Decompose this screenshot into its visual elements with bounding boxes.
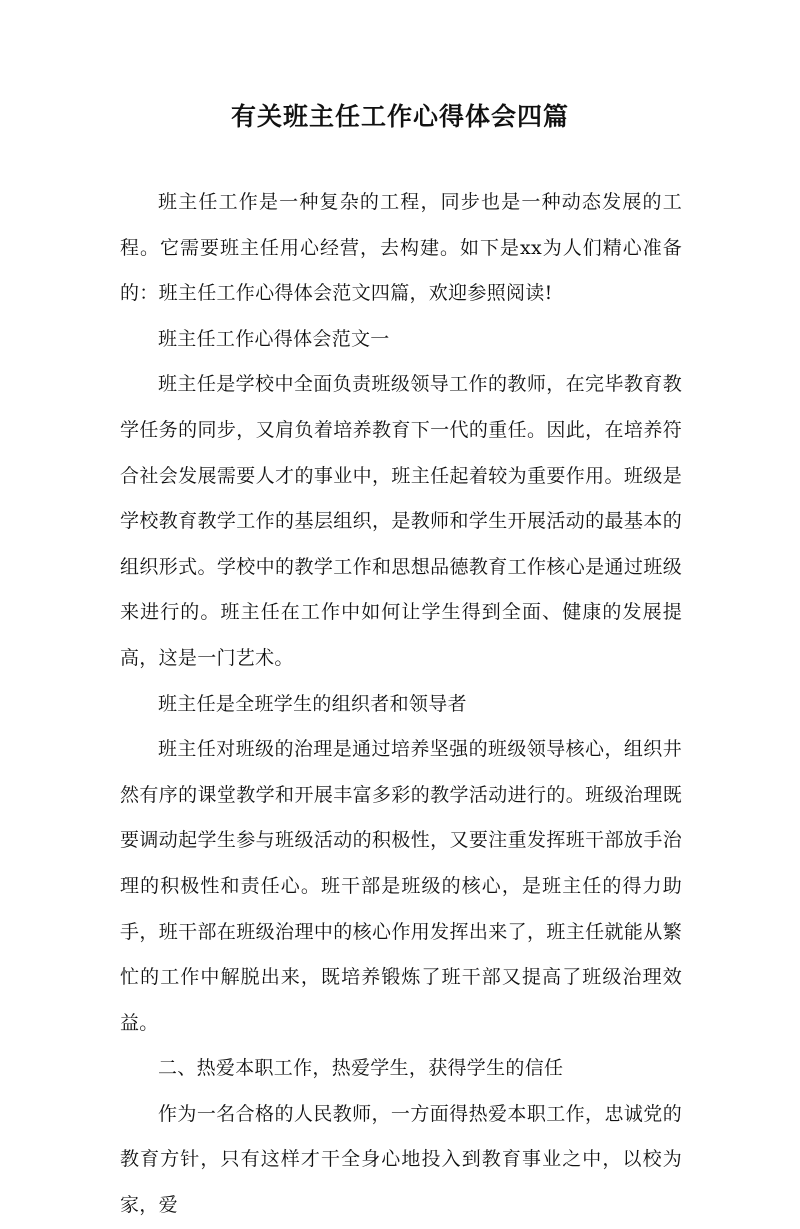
document-body bbox=[120, 180, 682, 1229]
section-heading-sample-one: 班主任工作心得体会范文一 bbox=[158, 327, 390, 350]
document-title: 有关班主任工作心得体会四篇 bbox=[230, 102, 569, 131]
subheading-organizer: 班主任是全班学生的组织者和领导者 bbox=[158, 692, 467, 715]
body-paragraph: 班主任是学校中全面负责班级领导工作的教师，在完毕教育教学任务的同步，又肩负着培养教育下一代的重任。因此，在培养符合社会发展需要人才的事业中，班主任起着较为重要作用。班级是学校教育教学工作的基层组织，是教师和学生开展活动的最基本的组织形式。学校中的教学工作和思想品德教育工作核心是通过班级来进行的。班主任在工作中如何让学生得到全面、健康的发展提高，这是一门艺术。 bbox=[120, 373, 682, 669]
subheading-love-work: 二、热爱本职工作，热爱学生，获得学生的信任 bbox=[158, 1057, 564, 1080]
body-paragraph: 作为一名合格的人民教师，一方面得热爱本职工作，忠诚党的教育方针，只有这样才干全身心地投入到教育事业之中，以校为家，爱 bbox=[120, 1102, 682, 1217]
intro-paragraph: 班主任工作是一种复杂的工程，同步也是一种动态发展的工程。它需要班主任用心经营，去构建。如下是xx为人们精心准备的：班主任工作心得体会范文四篇，欢迎参照阅读! bbox=[120, 191, 682, 305]
body-paragraph: 班主任对班级的治理是通过培养坚强的班级领导核心，组织井然有序的课堂教学和开展丰富多彩的教学活动进行的。班级治理既要调动起学生参与班级活动的积极性，又要注重发挥班干部放手治理的积极性和责任心。班干部是班级的核心，是班主任的得力助手，班干部在班级治理中的核心作用发挥出来了，班主任就能从繁忙的工作中解脱出来，既培养锻炼了班干部又提高了班级治理效益。 bbox=[120, 738, 682, 1034]
